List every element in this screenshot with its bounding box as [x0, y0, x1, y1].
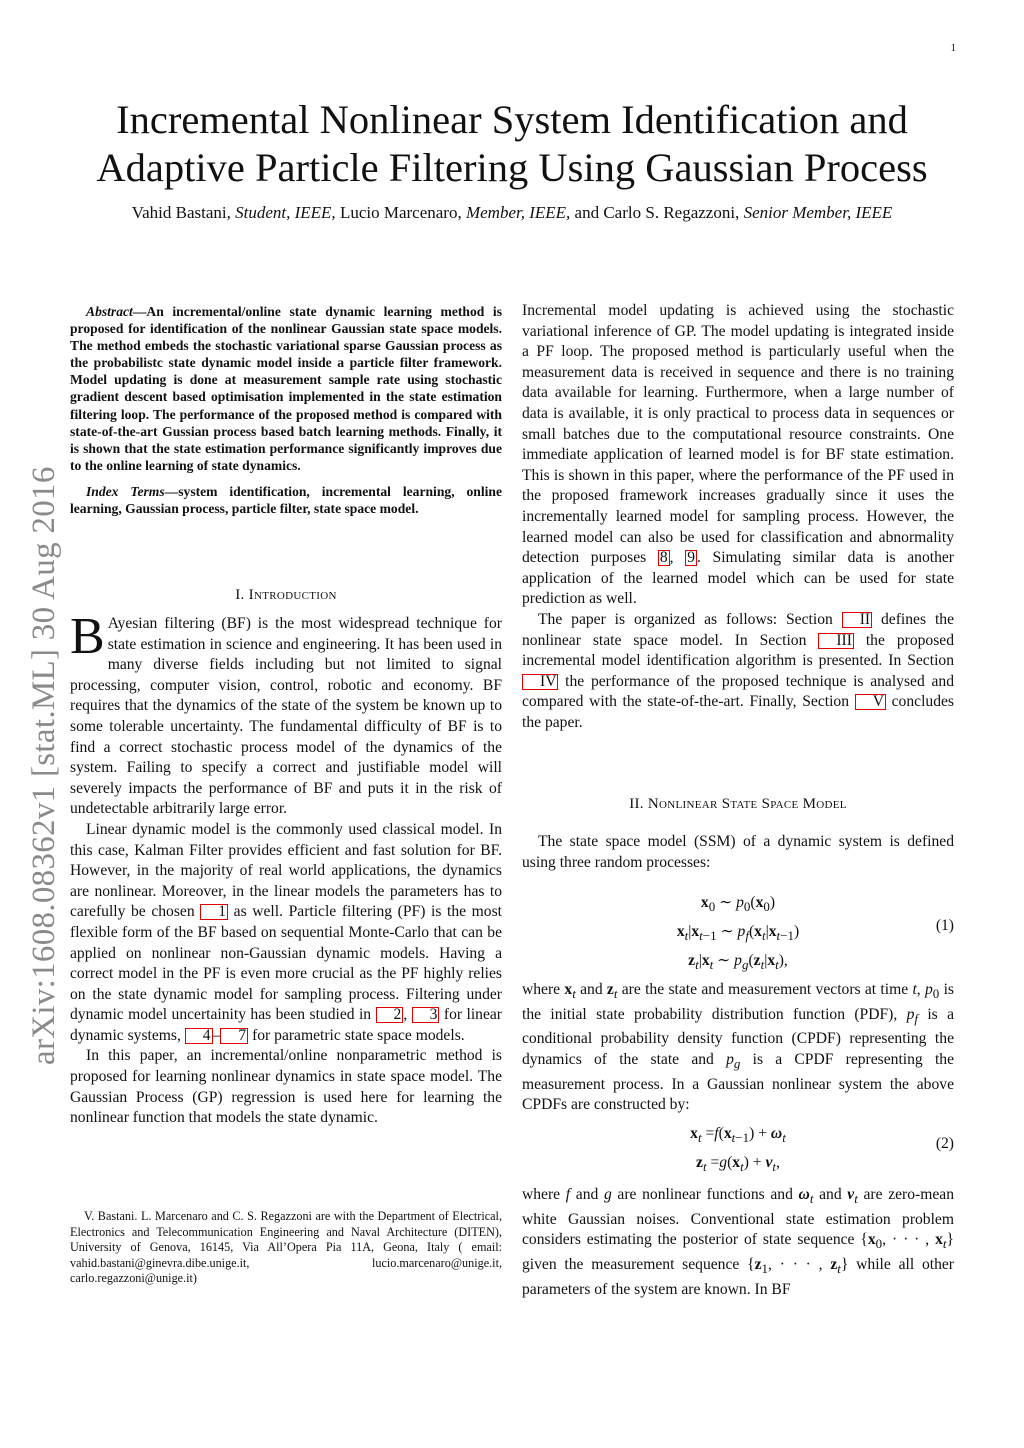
equation-line: $x_t|x_{t-1}$ ∼ $p_f(x_t|x_{t-1})$ — [676, 923, 800, 944]
section-heading-ssm — [522, 796, 954, 813]
title-line-1: Incremental Nonlinear System Identification and — [116, 97, 908, 142]
citation-link[interactable]: 8 — [659, 549, 668, 567]
citation-link[interactable]: 3 — [412, 1007, 440, 1023]
index-terms-label: Index Terms — [86, 483, 165, 499]
paragraph: The paper is organized as follows: Section II defines the nonlinear state space model. In Section III the proposed incremental model identification algorithm is presented. In Section IV the performance of the proposed technique is analysed and compared with the state-of-the-art. Finally, Section V concludes the paper. — [522, 610, 955, 731]
citation-link[interactable]: 1 — [200, 904, 228, 920]
equation-line: $z_t|x_t$ ∼ $p_g(z_t|x_t)$, — [688, 952, 788, 973]
author-role: Senior Member, IEEE — [743, 203, 893, 222]
footnote — [70, 1209, 502, 1287]
section-title: Nonlinear State Space Model — [647, 796, 847, 812]
paragraph: In this paper, an incremental/online nonparametric method is proposed for learning nonlinear dynamics in state space model. The Gaussian Process (GP) regression is used here for learning the nonlinear function that models the state dynamic. — [70, 1047, 502, 1127]
section-heading-introduction — [70, 587, 502, 604]
section-numeral: II. — [629, 796, 648, 812]
eq2-explanation — [522, 1185, 954, 1300]
eq2-explanation-text: where f and g are nonlinear functions and $\omega_t$ and $\nu_t$ are zero-mean white Gaussian noises. Conventional state estimation problem considers estimating the posterior of state sequence {$x_0$, · · · , $x_t$} given the measurement sequence {$z_1$, · · · , $z_t$} while all other parameters of the system are known. In BF — [522, 1186, 955, 1298]
section-numeral: I. — [235, 587, 249, 603]
citation-link[interactable]: IV — [522, 674, 558, 690]
arxiv-stamp: arXiv:1608.08362v1 [stat.ML] 30 Aug 2016 — [26, 466, 62, 1065]
author-role: Student, IEEE, — [235, 203, 336, 222]
paragraph: Incremental model updating is achieved using the stochastic variational inference of GP. The model updating is integrated inside a PF loop. The proposed method is particularly useful when the measurement data is received in sequence and there is no training data available for learning. Furthermore, when a large number of data is available, it is only practical to process data in sequences or small batches due to the computational resource constraints. One immediate application of learned model is for BF state estimation. This is shown in this paper, where the performance of the PF used in the proposed framework increases gradually since it uses the incrementally learned model for sampling process. However, the learned model can also be used for classification and abnormality detection purposes 8 , 9 . Simulating similar data is another application of the learned model which can be used for state prediction as well. — [522, 302, 955, 608]
citation-link[interactable]: II — [842, 612, 872, 628]
eq1-explanation-text: where $x_t$ and $z_t$ are the state and measurement vectors at time t, $p_0$ is the initial state probability distribution function (PDF), $p_f$ is a conditional probability density function (CPDF) representing the dynamics of the state and $p_g$ is a CPDF representing the measurement process. In a Gaussian nonlinear system the above CPDFs are constructed by: — [522, 981, 954, 1114]
author-name: Vahid Bastani, — [131, 203, 236, 222]
equation-1 — [522, 890, 954, 977]
abstract — [70, 303, 502, 517]
paper-title — [0, 96, 1024, 192]
section-title: Introduction — [248, 587, 337, 603]
ssm-intro — [522, 832, 954, 873]
author-list — [0, 203, 1024, 223]
citation-link[interactable]: 2 — [376, 1007, 404, 1023]
paragraph: Linear dynamic model is the commonly used classical model. In this case, Kalman Filter provides efficient and fast solution for BF. However, in the majority of real world applications, the dynamics are nonlinear. Moreover, in the linear models the parameters has to carefully be chosen 1 as well. Particle filtering (PF) is the most flexible form of the BF based on sequential Monte-Carlo that can be applied on nonlinear non-Gaussian dynamic models. Having a correct model in the PF is even more crucial as the PF highly relies on the state dynamic model for sampling process. Filtering under dynamic model uncertainity has been studied in 2 , 3 for linear dynamic systems, 4 – 7 for parametric state space models. — [70, 820, 502, 1044]
footnote-text: V. Bastani. L. Marcenaro and C. S. Regazzoni are with the Department of Electrical, Electronics and Telecommunication Engineering and Naval Architecture (DITEN), University of Genova, 16145, Via All’Opera Pia 11A, Geona, Italy ( email: vahid.bastani@ginevra.dibe.unige.it, lucio.marcenaro@unige.it, carlo.regazzoni@unige.it) — [70, 1209, 502, 1285]
introduction-continued — [522, 301, 954, 733]
citation-link[interactable]: III — [818, 633, 854, 649]
equation-line: $x_0$ ∼ $p_0(x_0)$ — [700, 894, 776, 915]
citation-link[interactable]: 9 — [687, 549, 696, 567]
ssm-intro-text: The state space model (SSM) of a dynamic system is defined using three random processes: — [522, 833, 954, 871]
equation-number: (2) — [935, 1135, 954, 1152]
drop-cap: B — [70, 608, 105, 665]
equation-number: (1) — [935, 916, 954, 934]
abstract-text: —An incremental/online state dynamic learning method is proposed for identification of the nonlinear Gaussian state space models. The method embeds the stochastic variational sparse Gaussian process as the probabilistc state dynamic model inside a particle filter framework. Model updating is done at measurement sample rate using stochastic gradient descent based optimisation implemented in the state estimation filtering loop. The performance of the proposed method is compared with state-of-the-art Gussian process based batch learning methods. Finally, it is shown that the state estimation performance significantly improves due to the online learning of state dynamics. — [70, 304, 502, 473]
citation-link[interactable]: V — [855, 694, 886, 710]
index-terms-text: —system identification, incremental learning, online learning, Gaussian process, particle filter, state space model. — [70, 483, 503, 517]
author-name: and Carlo S. Regazzoni, — [570, 203, 744, 222]
equation-2 — [522, 1121, 954, 1179]
author-role: Member, IEEE, — [465, 203, 571, 222]
abstract-label: Abstract — [86, 304, 133, 319]
title-line-2: Adaptive Particle Filtering Using Gaussian Process — [96, 145, 928, 190]
eq1-explanation — [522, 980, 954, 1116]
equation-line: $x_t =f(x_{t-1}) + \omega_t$ — [690, 1125, 786, 1146]
equation-line: $z_t =g(x_t) + \nu_t$, — [696, 1154, 780, 1175]
author-name: Lucio Marcenaro, — [335, 203, 466, 222]
page-number: 1 — [950, 42, 956, 54]
citation-link[interactable]: 7 — [220, 1028, 248, 1044]
citation-link[interactable]: 4 — [185, 1028, 213, 1044]
introduction-body — [70, 608, 502, 1129]
paragraph: B Ayesian filtering (BF) is the most widespread technique for state estimation in science and engineering. It has been used in many diverse fields including but not limited to signal processing, computer vision, control, robotic and economy. BF requires that the dynamics of the state of the system be known up to some tolerable uncertainty. The fundamental difficulty of BF is to find a correct stochastic process model of the dynamics of the system. Failing to specify a correct and justifiable model will severely impacts the performance of BF and puts it in the risk of undetectable arbitrarily large error. — [70, 608, 502, 818]
